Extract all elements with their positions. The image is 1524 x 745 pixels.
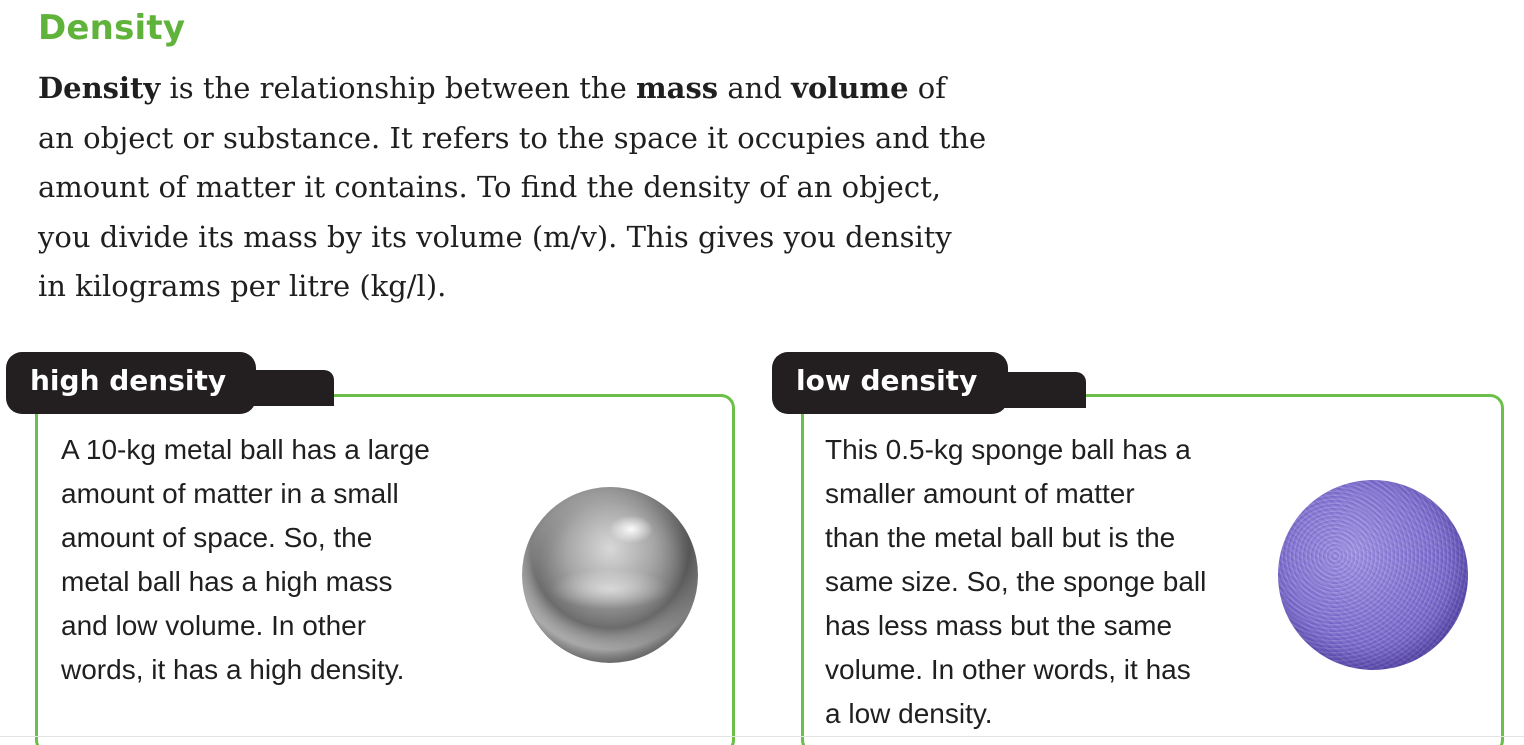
high-density-line-4: metal ball has a high mass [61,566,393,597]
intro-text-2: and [718,71,792,105]
bottom-divider [0,736,1524,737]
high-density-line-3: amount of space. So, the [61,522,373,553]
high-density-label: high density [6,352,256,414]
metal-ball-image [522,487,698,663]
high-density-text [61,428,501,692]
low-density-line-3: than the metal ball but is the [825,522,1176,553]
low-density-line-2: smaller amount of matter [825,478,1135,509]
low-density-line-4: same size. So, the sponge ball [825,566,1207,597]
low-density-line-5: has less mass but the same [825,610,1173,641]
low-density-label: low density [772,352,1008,414]
intro-paragraph [38,64,988,312]
intro-text-3: of an object or substance. It refers to the space it occupies and the amount of matter it contains. To find the density of an object, you divide its mass by its volume (m/v). This gives you density in kilograms per litre (kg/l). [38,71,987,303]
term-density: Density [38,71,161,105]
low-density-line-7: a low density. [825,698,993,729]
term-volume: volume [791,71,909,105]
low-density-text [825,428,1265,736]
high-density-line-1: A 10-kg metal ball has a large [61,434,430,465]
low-density-line-1: This 0.5-kg sponge ball has a [825,434,1191,465]
intro-text-1: is the relationship between the [160,71,636,105]
low-density-line-6: volume. In other words, it has [825,654,1191,685]
high-density-line-5: and low volume. In other [61,610,367,641]
page-title: Density [38,8,186,48]
high-density-line-6: words, it has a high density. [61,654,405,685]
term-mass: mass [636,71,719,105]
high-density-line-2: amount of matter in a small [61,478,399,509]
sponge-ball-image [1278,480,1468,670]
